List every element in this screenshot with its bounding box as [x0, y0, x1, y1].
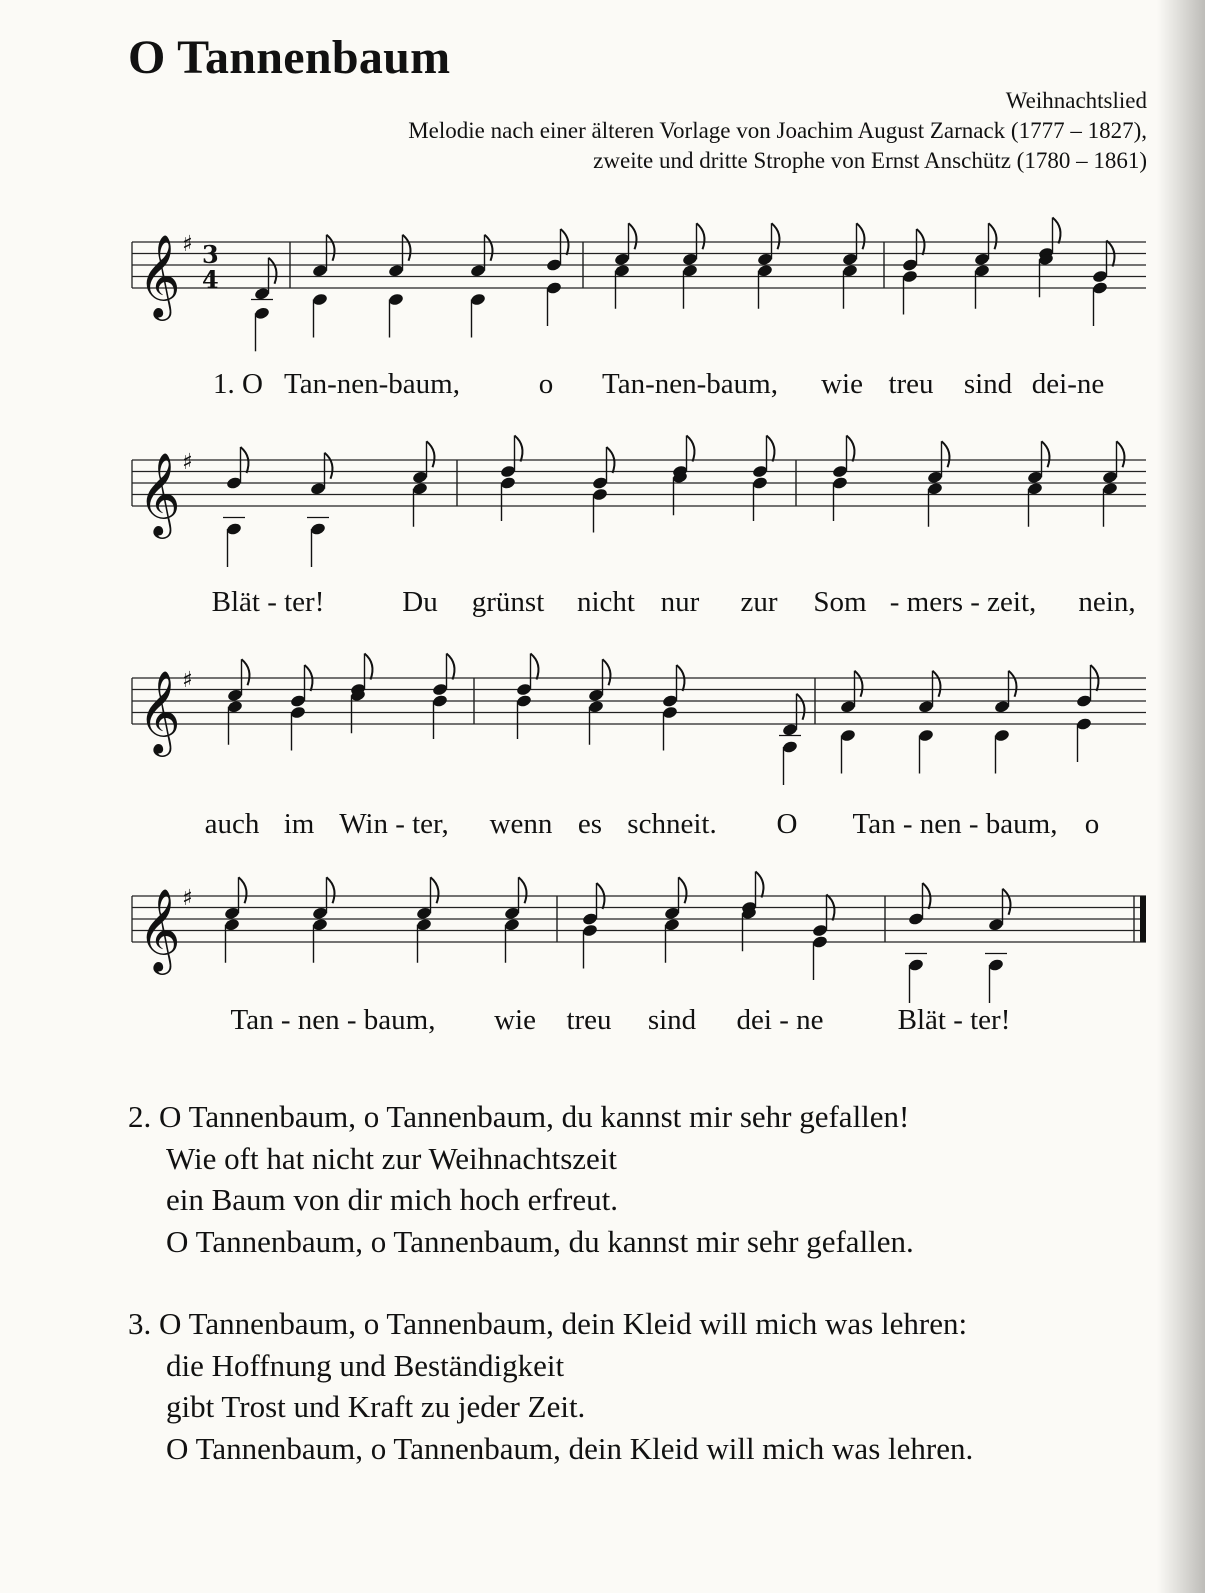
- song-title: O Tannenbaum: [128, 31, 451, 84]
- lyric-syllable: Tan - nen - baum,: [230, 1004, 436, 1036]
- verse-line: 3. O Tannenbaum, o Tannenbaum, dein Kleid will mich was lehren:: [128, 1306, 968, 1341]
- lyric-syllable: treu: [888, 368, 934, 400]
- lyric-syllable: sind: [963, 368, 1013, 400]
- verse-line: Wie oft hat nicht zur Weihnachtszeit: [166, 1140, 618, 1176]
- verse-line: gibt Trost und Kraft zu jeder Zeit.: [166, 1389, 586, 1424]
- sharp-icon: ♯: [182, 450, 193, 475]
- genre-label: Weihnachtslied: [1005, 88, 1147, 113]
- sharp-icon: ♯: [182, 668, 193, 693]
- lyric-syllable: - mers - zeit,: [889, 586, 1037, 618]
- lyric-syllable: Tan-nen-baum,: [284, 368, 460, 400]
- lyric-syllable: wie: [494, 1004, 536, 1036]
- verse-line: O Tannenbaum, o Tannenbaum, dein Kleid will mich was lehren.: [166, 1430, 974, 1466]
- lyric-syllable: zur: [740, 586, 778, 618]
- lyric-syllable: o: [1084, 808, 1100, 840]
- verse-line: O Tannenbaum, o Tannenbaum, du kannst mir sehr gefallen.: [166, 1223, 914, 1259]
- note-flag: [687, 436, 695, 462]
- note-flag: [515, 436, 523, 462]
- note-flag: [239, 877, 247, 903]
- lyric-syllable: im: [283, 808, 315, 840]
- lyric-syllable: nur: [660, 586, 700, 618]
- treble-clef-icon: 𝄞: [138, 451, 181, 535]
- lyric-syllable: Du: [402, 586, 438, 618]
- note-flag: [772, 223, 780, 249]
- verse-3: [128, 1303, 973, 1469]
- note-flag: [403, 235, 411, 261]
- note-flag: [847, 436, 855, 462]
- treble-clef-icon: 𝄞: [138, 233, 181, 317]
- note-flag: [603, 659, 611, 685]
- time-signature-denominator: 4: [202, 265, 219, 294]
- note-flag: [756, 872, 764, 898]
- note-flag: [857, 223, 865, 249]
- melody-credit: Melodie nach einer älteren Vorlage von Joachim August Zarnack (1777 – 1827),: [408, 118, 1147, 143]
- lyric-syllable: dei - ne: [736, 1004, 824, 1036]
- lyric-syllable: sind: [647, 1004, 697, 1036]
- note-flag: [1003, 889, 1011, 915]
- note-flag: [797, 694, 805, 720]
- music-system-3: [0, 636, 1205, 836]
- note-flag: [942, 441, 950, 467]
- note-flag: [697, 223, 705, 249]
- note-flag: [427, 441, 435, 467]
- note-flag: [767, 436, 775, 462]
- note-flag: [447, 654, 455, 680]
- note-flag: [679, 877, 687, 903]
- note-flag: [242, 659, 250, 685]
- sharp-icon: ♯: [182, 232, 193, 257]
- note-flag: [855, 671, 863, 697]
- lyric-syllable: wenn: [489, 808, 553, 840]
- lyric-syllable: treu: [566, 1004, 612, 1036]
- lyric-syllable: 1. O: [213, 368, 263, 400]
- lyric-syllable: nicht: [577, 586, 635, 618]
- note-flag: [1053, 218, 1061, 244]
- lyric-syllable: auch: [204, 808, 260, 840]
- lyric-syllable: Blät - ter!: [211, 586, 325, 618]
- lyric-syllable: es: [577, 808, 603, 840]
- note-flag: [431, 877, 439, 903]
- note-flag: [269, 258, 277, 284]
- lyric-syllable: nein,: [1078, 586, 1136, 618]
- lyric-syllable: grünst: [471, 586, 545, 618]
- note-flag: [629, 223, 637, 249]
- lyric-syllable: dei-ne: [1031, 368, 1105, 400]
- lyric-syllable: wie: [821, 368, 863, 400]
- note-flag: [989, 223, 997, 249]
- time-signature-numerator: 3: [202, 240, 219, 269]
- note-flag: [933, 671, 941, 697]
- sharp-icon: ♯: [182, 886, 193, 911]
- verse-line: ein Baum von dir mich hoch erfreut.: [166, 1182, 618, 1217]
- note-flag: [1009, 671, 1017, 697]
- lyric-syllable: Win - ter,: [339, 808, 449, 840]
- lyric-syllable: Tan-nen-baum,: [602, 368, 778, 400]
- treble-clef-icon: 𝄞: [138, 669, 181, 753]
- note-flag: [327, 877, 335, 903]
- lyric-syllable: O: [776, 808, 798, 840]
- note-flag: [485, 235, 493, 261]
- note-flag: [325, 453, 333, 479]
- lyric-syllable: o: [538, 368, 554, 400]
- verse-line: 2. O Tannenbaum, o Tannenbaum, du kannst mir sehr gefallen!: [128, 1099, 910, 1134]
- note-flag: [1117, 441, 1125, 467]
- note-flag: [327, 235, 335, 261]
- lyric-syllable: Som: [813, 586, 867, 618]
- verse-line: die Hoffnung und Beständigkeit: [166, 1347, 565, 1383]
- lyric-syllable: schneit.: [627, 808, 717, 840]
- treble-clef-icon: 𝄞: [138, 887, 181, 971]
- lyric-syllable: Tan - nen - baum,: [852, 808, 1058, 840]
- note-flag: [1042, 441, 1050, 467]
- note-flag: [519, 877, 527, 903]
- note-flag: [365, 654, 373, 680]
- note-flag: [531, 654, 539, 680]
- verse-credit: zweite und dritte Strophe von Ernst Anschütz (1780 – 1861): [593, 148, 1147, 173]
- lyric-syllable: Blät - ter!: [897, 1004, 1011, 1036]
- final-barline-thick: [1140, 896, 1146, 942]
- verse-2: [128, 1096, 914, 1262]
